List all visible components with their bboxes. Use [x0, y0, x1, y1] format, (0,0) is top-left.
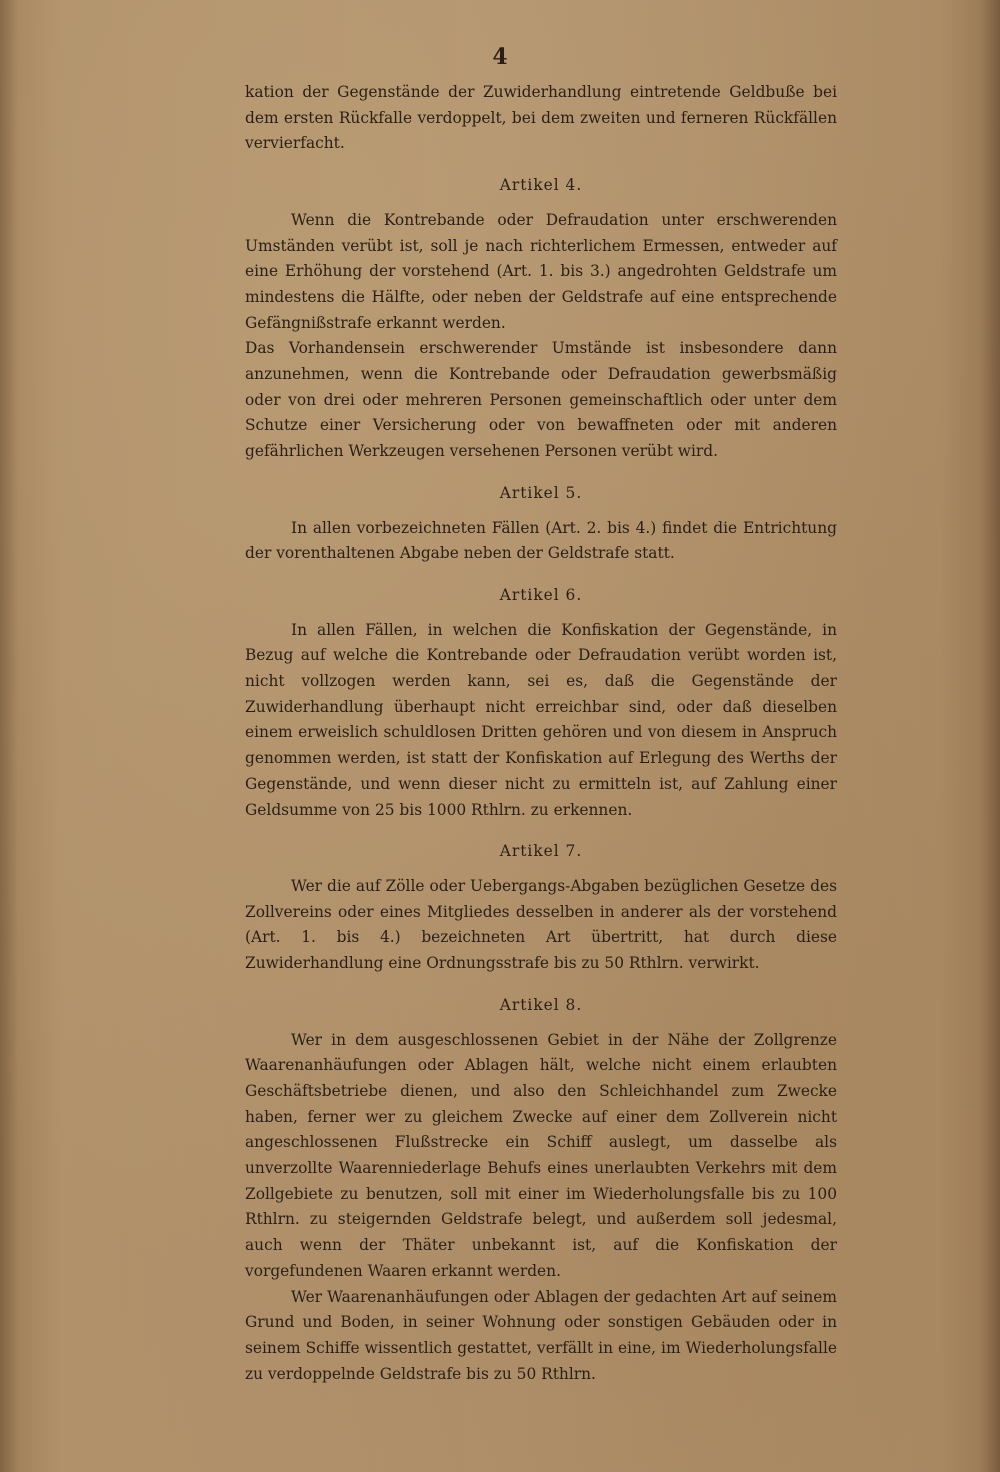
article-6-paragraph-1: In allen Fällen, in welchen die Konfiskation der Gegenstände, in Bezug auf welche die Kontrebande oder Defraudation verübt worden ist, nicht vollzogen werden kann, sei es, daß die Gegenstände der Zuwiderhandlung überhaupt nicht erreichbar sind, oder daß dieselben einem erweislich schuldlosen Dritten gehören und von diesem in Anspruch genommen werden, ist statt der Konfiskation auf Erlegung des Werths der Gegenstände, und wenn dieser nicht zu ermitteln ist, auf Zahlung einer Geldsumme von 25 bis 1000 Rthlrn. zu erkennen.: [245, 620, 837, 819]
intro-paragraph: kation der Gegenstände der Zuwiderhandlung eintretende Geldbuße bei dem ersten Rückfalle verdoppelt, bei dem zweiten und ferneren Rückfällen vervierfacht.: [245, 83, 837, 153]
page-number: 4: [492, 44, 508, 70]
article-7-heading: Artikel 7.: [499, 842, 583, 861]
article-4-paragraph-1: Wenn die Kontrebande oder Defraudation unter erschwerenden Umständen verübt ist, soll je nach richterlichem Ermessen, entweder auf eine Erhöhung der vorstehend (Art. 1. bis 3.) angedrohten Geldstrafe um mindestens die Hälfte, oder neben der Geldstrafe auf eine entsprechende Gefängnißstrafe erkannt werden.: [245, 210, 837, 332]
page-left-shadow: [0, 0, 18, 1472]
page-right-shadow: [980, 0, 1000, 1472]
document-body: [245, 80, 837, 1387]
article-8-heading: Artikel 8.: [499, 995, 583, 1014]
article-5-heading: Artikel 5.: [499, 483, 583, 502]
article-7-paragraph-1: Wer die auf Zölle oder Uebergangs-Abgaben bezüglichen Gesetze des Zollvereins oder eines Mitgliedes desselben in anderer als der vorstehend (Art. 1. bis 4.) bezeichneten Art übertritt, hat durch diese Zuwiderhandlung eine Ordnungsstrafe bis zu 50 Rthlrn. verwirkt.: [245, 876, 837, 973]
article-8-paragraph-2: Wer Waarenanhäufungen oder Ablagen der gedachten Art auf seinem Grund und Boden, in seiner Wohnung oder sonstigen Gebäuden oder in seinem Schiffe wissentlich gestattet, verfällt in eine, im Wiederholungsfalle zu verdoppelnde Geldstrafe bis zu 50 Rthlrn.: [245, 1287, 837, 1383]
article-4-paragraph-2: Das Vorhandensein erschwerender Umstände ist insbesondere dann anzunehmen, wenn die Kontrebande oder Defraudation gewerbsmäßig oder von drei oder mehreren Personen gemeinschaftlich oder unter dem Schutze einer Versicherung oder von bewaffneten oder mit anderen gefährlichen Werkzeugen versehenen Personen verübt wird.: [245, 339, 837, 461]
article-4-heading: Artikel 4.: [499, 176, 583, 195]
article-6-heading: Artikel 6.: [499, 585, 583, 604]
article-5-paragraph-1: In allen vorbezeichneten Fällen (Art. 2. bis 4.) findet die Entrichtung der vorenthaltenen Abgabe neben der Geldstrafe statt.: [245, 518, 837, 563]
article-8-paragraph-1: Wer in dem ausgeschlossenen Gebiet in der Nähe der Zollgrenze Waarenanhäufungen oder Ablagen hält, welche nicht einem erlaubten Geschäftsbetriebe dienen, und also den Schleichhandel zum Zwecke haben, ferner wer zu gleichem Zwecke auf einer dem Zollverein nicht angeschlossenen Flußstrecke ein Schiff auslegt, um dasselbe als unverzollte Waarenniederlage Behufs eines unerlaubten Verkehrs mit dem Zollgebiete zu benutzen, soll mit einer im Wiederholungsfalle bis zu 100 Rthlrn. zu steigernden Geldstrafe belegt, und außerdem soll jedesmal, auch wenn der Thäter unbekannt ist, auf die Konfiskation der vorgefundenen Waaren erkannt werden.: [245, 1030, 837, 1280]
